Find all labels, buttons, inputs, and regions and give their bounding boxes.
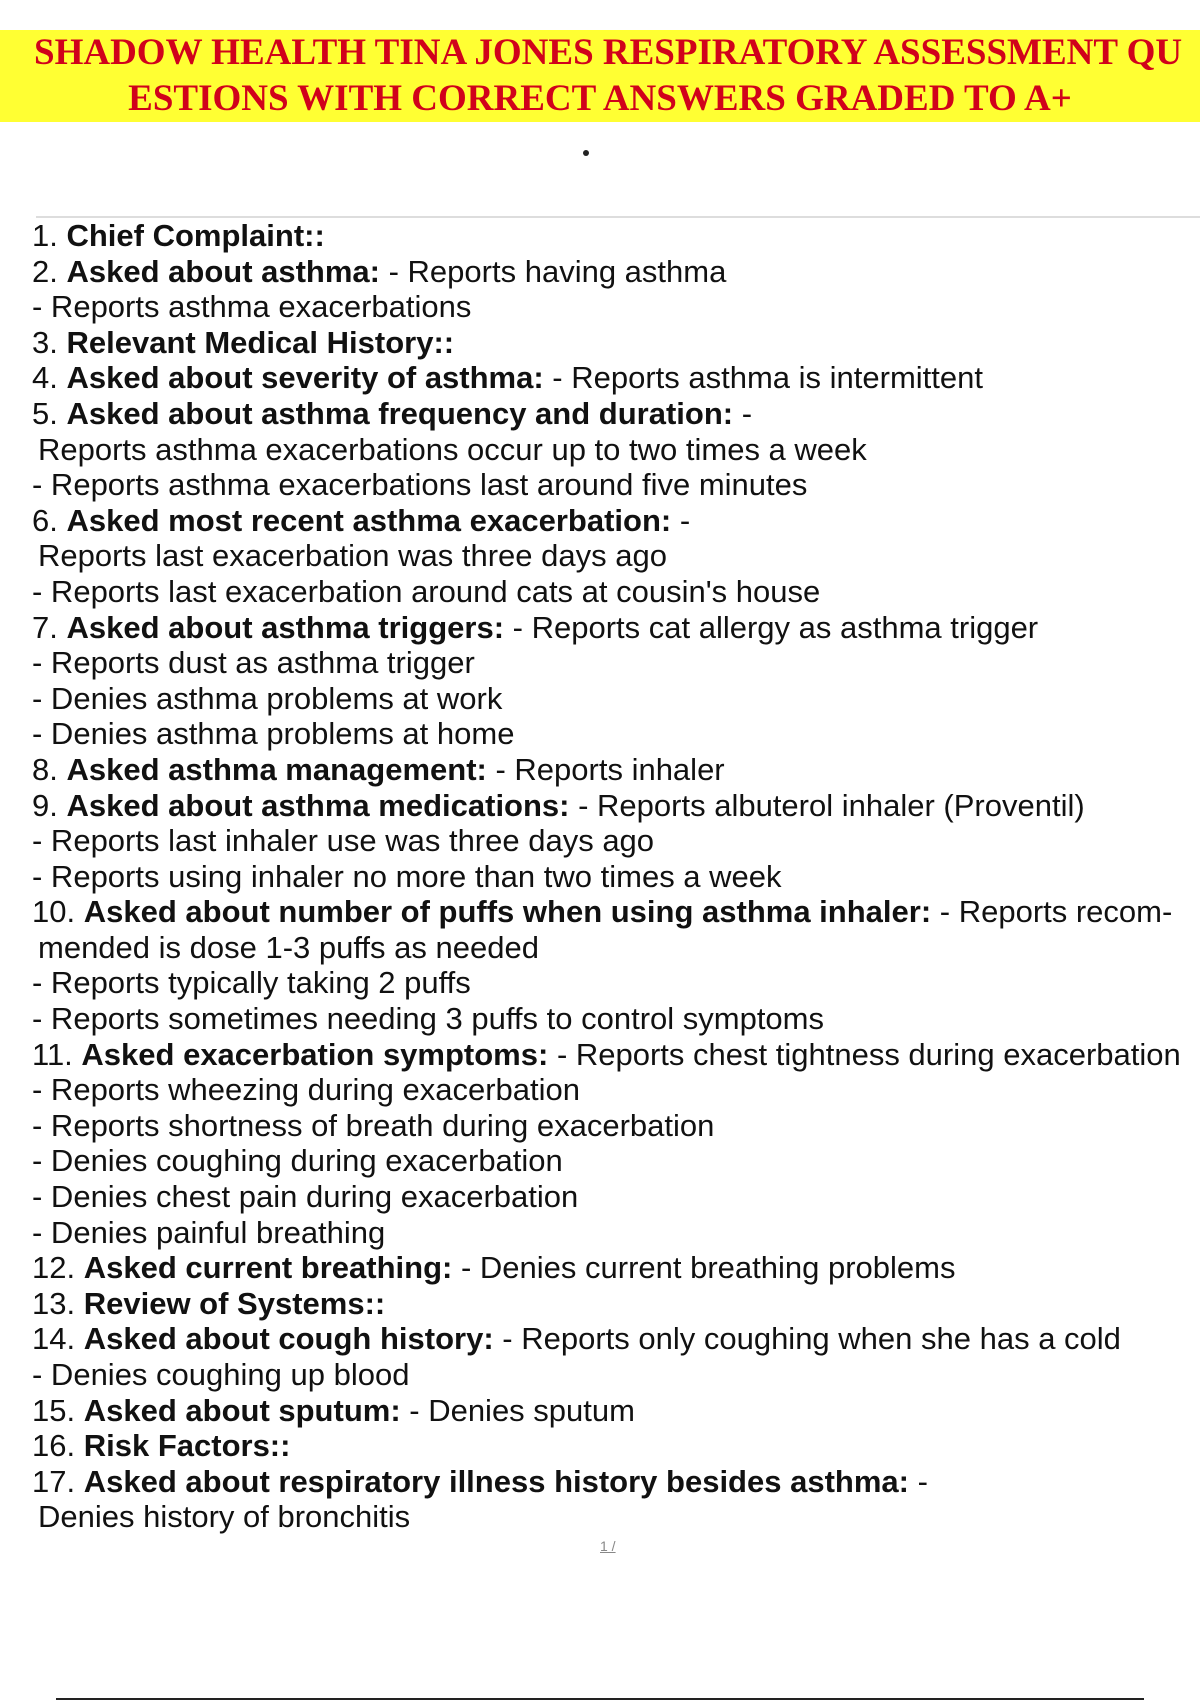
question-number: 3. [32,324,58,360]
qa-list [32,218,1200,1535]
answer-line: - Reports last inhaler use was three days ago [32,823,655,859]
title-line-1: SHADOW HEALTH TINA JONES RESPIRATORY ASSESSMENT QU [0,30,1200,76]
question-line [32,752,1200,788]
question-number: 5. [32,395,58,431]
question-line [32,360,1200,396]
question-text: Asked most recent asthma exacerbation: [66,502,672,538]
question-text: Asked about number of puffs when using asthma inhaler: [83,894,932,930]
question-line [32,1464,1200,1500]
question-line [32,1037,1200,1073]
answer-line: - Denies chest pain during exacerbation [32,1179,579,1215]
question-line [32,788,1200,824]
question-text: Risk Factors:: [83,1428,291,1464]
question-number: 16. [32,1428,76,1464]
question-text: Asked about severity of asthma: [66,360,544,396]
answer-line: - Reports dust as asthma trigger [32,645,475,681]
question-text: Asked about asthma medications: [66,787,570,823]
answer-line: - Reports wheezing during exacerbation [32,1072,580,1108]
answer-continuation: mended is dose 1-3 puffs as needed [38,929,539,965]
page-number: 1 / [600,1538,616,1554]
answer-text: - Reports albuterol inhaler (Proventil) [569,787,1085,823]
question-line [32,503,1200,539]
bullet-dot [583,150,589,156]
question-line [32,218,1200,254]
answer-text: - Reports recom- [931,894,1173,930]
answer-continuation: Reports last exacerbation was three days ago [38,538,667,574]
question-text: Relevant Medical History:: [66,324,455,360]
question-line [32,610,1200,646]
question-line [32,894,1200,930]
question-number: 13. [32,1285,76,1321]
answer-text: - Reports chest tightness during exacerbation [548,1036,1181,1072]
question-line [32,1286,1200,1322]
answer-line: - Reports asthma exacerbations last around five minutes [32,467,808,503]
question-number: 2. [32,253,58,289]
question-number: 11. [32,1036,73,1072]
question-number: 4. [32,360,58,396]
answer-text: - Reports asthma is intermittent [543,360,984,396]
answer-line: - Reports asthma exacerbations [32,289,472,325]
question-line [32,396,1200,432]
question-text: Asked about asthma: [66,253,380,289]
question-line [32,1321,1200,1357]
question-text: Asked about asthma frequency and duration: [66,395,734,431]
question-number: 1. [32,218,58,253]
question-number: 12. [32,1250,76,1286]
question-number: 9. [32,787,58,823]
answer-text: - [908,1463,928,1499]
answer-line: - Denies asthma problems at home [32,716,515,752]
question-text: Asked about cough history: [83,1321,494,1357]
question-text: Chief Complaint:: [66,218,325,253]
answer-line: - Reports last exacerbation around cats at cousin's house [32,573,821,609]
document-title [0,30,1200,122]
question-line [32,1250,1200,1286]
answer-text: - Reports only coughing when she has a cold [493,1321,1121,1357]
answer-text: - Denies sputum [400,1392,635,1428]
question-number: 6. [32,502,58,538]
answer-line: - Denies coughing up blood [32,1357,410,1392]
question-number: 8. [32,751,58,787]
question-text: Asked about sputum: [83,1392,401,1428]
question-number: 7. [32,609,58,645]
question-text: Asked asthma management: [66,751,487,787]
answer-line: - Denies painful breathing [32,1214,386,1250]
question-number: 17. [32,1463,76,1499]
answer-line: - Denies coughing during exacerbation [32,1143,563,1179]
question-line [32,1428,1200,1464]
answer-text: - Denies current breathing problems [452,1250,956,1286]
answer-line: - Reports typically taking 2 puffs [32,965,471,1001]
title-line-2: ESTIONS WITH CORRECT ANSWERS GRADED TO A+ [0,76,1200,122]
answer-continuation: Denies history of bronchitis [38,1499,411,1535]
answer-line: - Reports sometimes needing 3 puffs to control symptoms [32,1001,824,1037]
question-text: Asked about asthma triggers: [66,609,505,645]
question-line [32,1393,1200,1429]
question-number: 14. [32,1321,76,1357]
answer-text: - [671,502,691,538]
question-text: Review of Systems:: [83,1285,386,1321]
question-text: Asked exacerbation symptoms: [81,1036,549,1072]
answer-continuation: Reports asthma exacerbations occur up to two times a week [38,431,867,467]
answer-line: - Denies asthma problems at work [32,680,503,716]
question-number: 10. [32,894,76,930]
question-line [32,325,1200,361]
question-line [32,254,1200,290]
answer-text: - Reports having asthma [380,253,727,289]
question-number: 15. [32,1392,76,1428]
answer-line: - Reports shortness of breath during exacerbation [32,1107,715,1143]
answer-text: - Reports inhaler [486,751,725,787]
answer-line: - Reports using inhaler no more than two times a week [32,858,782,894]
answer-text: - [733,395,753,431]
answer-text: - Reports cat allergy as asthma trigger [504,609,1039,645]
question-text: Asked current breathing: [83,1250,453,1286]
question-text: Asked about respiratory illness history besides asthma: [83,1463,909,1499]
